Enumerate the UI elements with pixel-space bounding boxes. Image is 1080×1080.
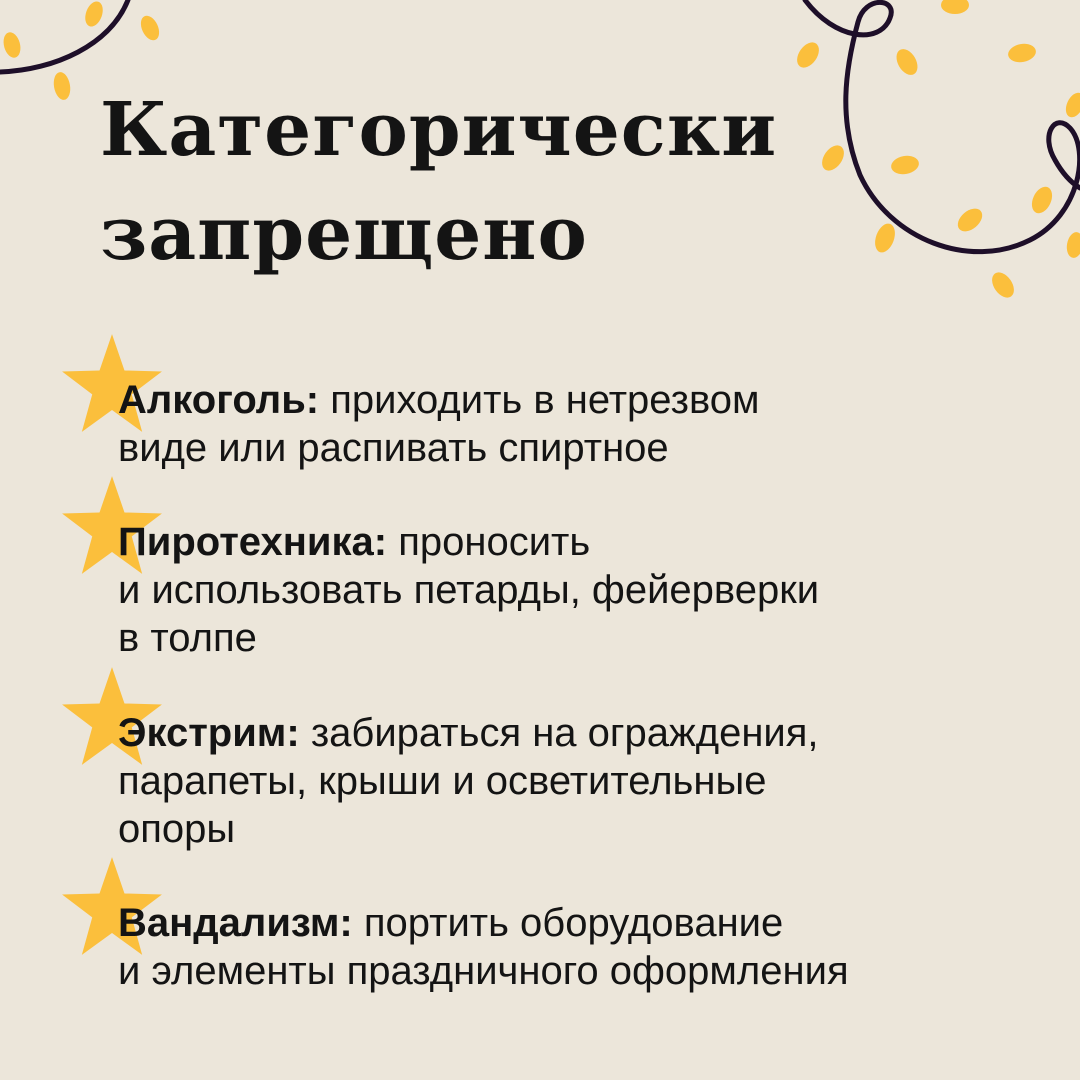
rule-item-alcohol (118, 376, 1018, 472)
page-title-line-2: запрещено (100, 191, 588, 277)
rule-text (118, 709, 1018, 853)
rule-line: опоры (118, 807, 236, 851)
rule-line: и использовать петарды, фейерверки (118, 568, 820, 612)
rule-item-vandalism (118, 899, 1018, 995)
rule-label: Пиротехника: (118, 520, 388, 564)
rule-label: Экстрим: (118, 711, 300, 755)
page-title-line-1: Категорически (100, 87, 778, 173)
rule-label: Алкоголь: (118, 378, 320, 422)
rule-line: парапеты, крыши и осветительные (118, 759, 767, 803)
rule-line (118, 899, 1018, 947)
rule-text (118, 899, 1018, 995)
rule-description: приходить в нетрезвом (319, 378, 760, 422)
rule-line (118, 376, 1018, 424)
rule-line (118, 709, 1018, 757)
rule-line: и элементы праздничного оформления (118, 949, 849, 993)
rule-description: проносить (387, 520, 591, 564)
rule-line (118, 518, 1018, 566)
rule-line: виде или распивать спиртное (118, 426, 669, 470)
rule-line: в толпе (118, 616, 257, 660)
rule-description: портить оборудование (352, 901, 784, 945)
rule-item-extreme (118, 709, 1018, 853)
rule-label: Вандализм: (118, 901, 353, 945)
rule-text (118, 518, 1018, 662)
rule-item-pyrotechnics (118, 518, 1018, 662)
rule-description: забираться на ограждения, (299, 711, 819, 755)
rule-text (118, 376, 1018, 472)
